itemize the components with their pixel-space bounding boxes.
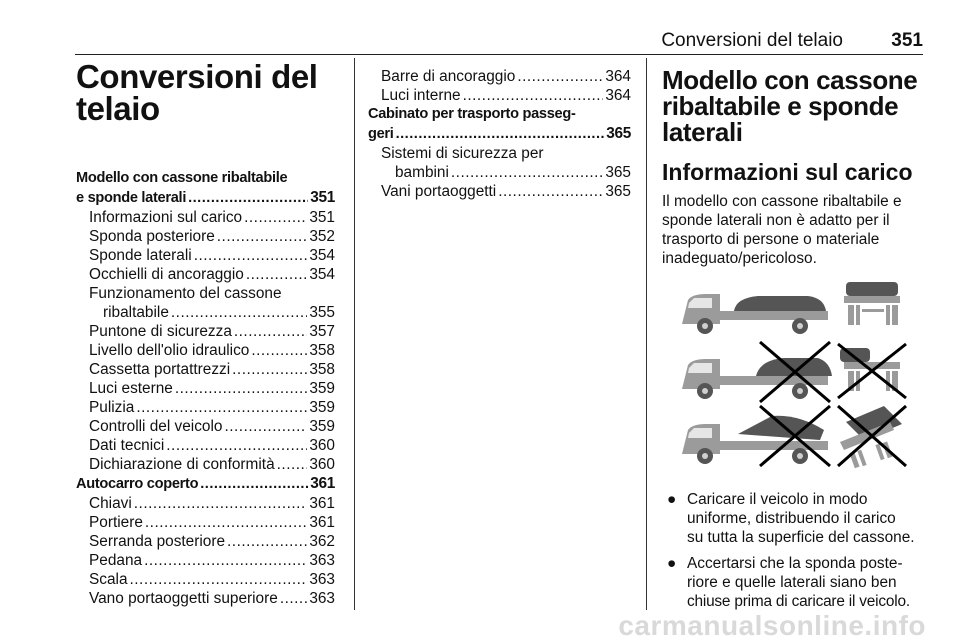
toc-label: Controlli del veicolo (89, 418, 223, 435)
toc-label: Dichiarazione di conformità (89, 456, 275, 473)
toc-page: 358 (309, 361, 335, 378)
toc-page: 352 (309, 228, 335, 245)
toc-label: geri (368, 126, 394, 142)
chapter-title-line: Conversioni del (76, 58, 318, 95)
toc-label: Sponde laterali (89, 247, 192, 264)
toc-entry[interactable] (76, 494, 335, 513)
toc-entry[interactable] (76, 513, 335, 532)
toc-entry[interactable] (76, 398, 335, 417)
section-title-line: ribaltabile e sponde (662, 91, 899, 121)
loading-illustration (680, 274, 912, 474)
bullet-icon: ● (667, 555, 677, 572)
rear-view-even-load-figure (844, 282, 900, 325)
toc-label: Cassetta portattrezzi (89, 361, 231, 378)
toc-entry[interactable] (76, 246, 335, 265)
left-column (76, 58, 335, 608)
middle-column (368, 67, 631, 201)
info-paragraph (662, 192, 924, 268)
toc-label: e sponde laterali (76, 190, 187, 206)
toc-page: 361 (310, 475, 335, 492)
toc-entry[interactable] (76, 360, 335, 379)
toc-label: Vano portaoggetti superiore (89, 590, 278, 607)
section-title-line: laterali (662, 117, 743, 147)
toc-label: Vani portaoggetti (381, 183, 497, 200)
toc-label: Autocarro coperto (76, 476, 199, 492)
toc-entry[interactable] (76, 417, 335, 436)
column-divider (354, 58, 355, 610)
truck-even-load-figure (682, 294, 828, 334)
toc-label: Informazioni sul carico (89, 209, 243, 226)
toc-label: bambini (395, 164, 449, 181)
toc-page: 363 (309, 590, 335, 607)
bullet-icon: ● (667, 491, 677, 508)
toc-label: Barre di ancoraggio (381, 68, 516, 85)
toc-entry[interactable] (368, 163, 631, 182)
toc-label: Puntone di sicurezza (89, 323, 232, 340)
toc-label: Pedana (89, 552, 143, 569)
toc-page: 359 (309, 399, 335, 416)
chapter-title (76, 58, 335, 127)
toc-label: Occhielli di ancoraggio (89, 266, 244, 283)
toc-page: 365 (605, 164, 631, 181)
toc-entry[interactable] (76, 208, 335, 227)
page-header (75, 30, 923, 55)
toc-entry[interactable] (76, 341, 335, 360)
toc-page: 361 (309, 514, 335, 531)
toc-entry[interactable] (368, 86, 631, 105)
bullet-line: uniforme, distribuendo il carico (687, 510, 896, 527)
toc-page: 364 (605, 68, 631, 85)
header-title: Conversioni del telaio (661, 30, 843, 51)
loading-instructions-list (662, 490, 932, 618)
toc-label: Livello dell'olio idraulico (89, 342, 250, 359)
toc-page: 360 (309, 456, 335, 473)
toc-section-line: Cabinato per trasporto passeg- (368, 106, 576, 122)
column-divider (646, 58, 647, 610)
rear-view-tipped-figure (838, 406, 906, 468)
toc-entry[interactable] (76, 227, 335, 246)
toc-entry[interactable] (368, 67, 631, 86)
toc-page: 354 (309, 247, 335, 264)
page-number: 351 (891, 30, 923, 51)
toc-page: 365 (605, 183, 631, 200)
toc-label: Luci interne (381, 87, 461, 104)
truck-rear-load-figure (682, 342, 832, 402)
bullet-line: riore e quelle laterali siano ben (687, 574, 897, 591)
paragraph-line: sponde laterali non è adatto per il (662, 212, 890, 229)
toc-entry[interactable] (76, 322, 335, 341)
truck-tipped-load-figure (682, 406, 830, 466)
toc-entry-line: Funzionamento del cassone (89, 285, 282, 302)
toc-label: Serranda posteriore (89, 533, 226, 550)
bullet-line: Caricare il veicolo in modo (687, 491, 868, 508)
toc-page: 359 (309, 380, 335, 397)
toc-list (76, 169, 335, 608)
toc-entry[interactable] (76, 455, 335, 474)
bullet-line: chiuse prima di caricare il veicolo. (687, 593, 910, 610)
toc-label: Sponda posteriore (89, 228, 215, 245)
toc-page: 357 (309, 323, 335, 340)
toc-entry[interactable] (76, 589, 335, 608)
subsection-title: Informazioni sul carico (662, 159, 913, 185)
toc-page: 358 (309, 342, 335, 359)
toc-label: Scala (89, 571, 128, 588)
section-title (662, 67, 924, 145)
toc-label: ribaltabile (103, 304, 169, 321)
list-item (662, 554, 932, 611)
section-title-line: Modello con cassone (662, 65, 918, 95)
toc-page: 360 (309, 437, 335, 454)
toc-entry-line: Sistemi di sicurezza per (381, 145, 544, 162)
toc-page: 362 (309, 533, 335, 550)
watermark: carmanualsonline.info (618, 610, 926, 641)
toc-entry[interactable] (76, 379, 335, 398)
right-column (662, 67, 924, 268)
toc-page: 364 (605, 87, 631, 104)
toc-entry[interactable] (76, 303, 335, 322)
toc-page: 355 (309, 304, 335, 321)
toc-entry[interactable] (76, 265, 335, 284)
toc-page: 354 (309, 266, 335, 283)
toc-entry[interactable] (368, 182, 631, 201)
toc-page: 363 (309, 552, 335, 569)
toc-page: 351 (310, 189, 335, 206)
toc-label: Pulizia (89, 399, 135, 416)
paragraph-line: trasporto di persone o materiale (662, 231, 880, 248)
bullet-line: su tutta la superficie del cassone. (687, 529, 915, 546)
toc-section-link[interactable] (368, 124, 631, 144)
toc-page: 359 (309, 418, 335, 435)
list-item (662, 490, 932, 547)
toc-page: 365 (606, 125, 631, 142)
toc-entry[interactable] (76, 570, 335, 589)
toc-page: 363 (309, 571, 335, 588)
chapter-title-line: telaio (76, 90, 160, 127)
toc-label: Dati tecnici (89, 437, 165, 454)
toc-page: 351 (309, 209, 335, 226)
toc-label: Chiavi (89, 495, 132, 512)
toc-page: 361 (309, 495, 335, 512)
toc-section-link[interactable] (76, 474, 335, 494)
toc-section-line: Modello con cassone ribaltabile (76, 170, 288, 186)
toc-label: Luci esterne (89, 380, 173, 397)
paragraph-line: Il modello con cassone ribaltabile e (662, 193, 902, 210)
toc-entry[interactable] (76, 551, 335, 570)
paragraph-line: inadeguato/pericoloso. (662, 250, 817, 267)
toc-entry[interactable] (76, 532, 335, 551)
bullet-line: Accertarsi che la sponda poste- (687, 555, 903, 572)
toc-entry[interactable] (76, 436, 335, 455)
toc-label: Portiere (89, 514, 143, 531)
toc-section-link[interactable] (76, 188, 335, 208)
rear-view-side-load-figure (838, 344, 906, 398)
